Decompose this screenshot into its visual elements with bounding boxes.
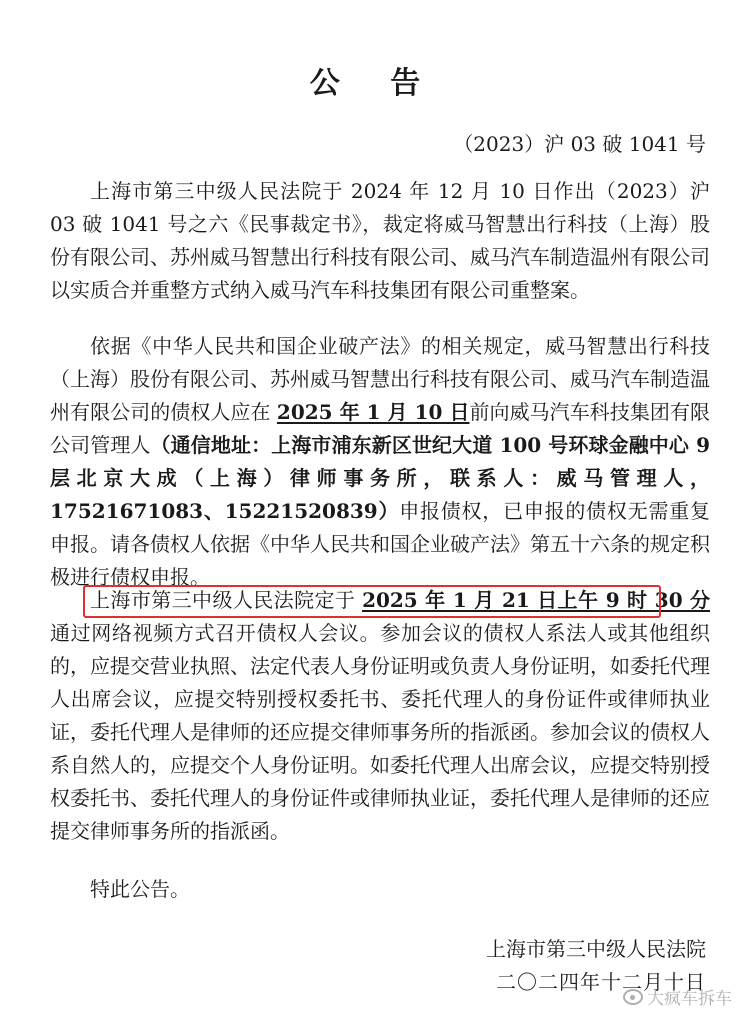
meeting-lead-text: 上海市第三中级人民法院定于: [90, 588, 363, 612]
weibo-icon: [623, 989, 643, 1005]
case-number: （2023）沪 03 破 1041 号: [453, 132, 706, 156]
signature-court: 上海市第三中级人民法院: [486, 937, 706, 961]
paragraph-closing: 特此公告。: [90, 877, 190, 901]
document-title: 公 告: [309, 66, 441, 101]
claims-tail-text: 申报债权，已申报的债权无需重复申报。请各债权人依据《中华人民共和国企业破产法》第五十六条的规定积极进行债权申报。: [50, 499, 711, 589]
paragraph-ruling: 上海市第三中级人民法院于 2024 年 12 月 10 日作出（2023）沪 03 破 1041 号之六《民事裁定书》，裁定将威马智慧出行科技（上海）股份有限公司、苏州威马智慧出行科技有限公司、威马汽车制造温州有限公司以实质合并重整方式纳入威马汽车科技集团有限公司重整案。: [50, 179, 710, 302]
signature-date: 二〇二四年十二月十日: [496, 970, 706, 994]
claims-deadline: 2025 年 1 月 10 日: [276, 400, 470, 424]
administrator-contact: （通信地址：上海市浦东新区世纪大道 100 号环球金融中心 9 层北京大成（上海）律师事务所，联系人：威马管理人，17521671083、15221520839）: [50, 433, 710, 523]
meeting-time: 2025 年 1 月 21 日上午 9 时 30 分: [362, 588, 710, 612]
watermark-text: 大疯车拆车: [647, 989, 732, 1009]
watermark: [623, 984, 732, 1009]
meeting-tail-text: 通过网络视频方式召开债权人会议。参加会议的债权人系法人或其他组织的，应提交营业执照、法定代表人身份证明或负责人身份证明，如委托代理人出席会议，应提交特别授权委托书、委托代理人的身份证件或律师执业证，委托代理人是律师的还应提交律师事务所的指派函。参加会议的债权人系自然人的，应提交个人身份证明。如委托代理人出席会议，应提交特别授权委托书、委托代理人的身份证件或律师执业证，委托代理人是律师的还应提交律师事务所的指派函。: [50, 621, 710, 843]
paragraph-meeting: [50, 584, 710, 848]
paragraph-claims: [50, 330, 710, 594]
claims-lead-text: 依据《中华人民共和国企业破产法》的相关规定，威马智慧出行科技（上海）股份有限公司、苏州威马智慧出行科技有限公司、威马汽车制造温州有限公司的债权人应在: [50, 334, 710, 424]
claims-mid-text: 前向威马汽车科技集团有限公司管理人: [50, 400, 710, 457]
